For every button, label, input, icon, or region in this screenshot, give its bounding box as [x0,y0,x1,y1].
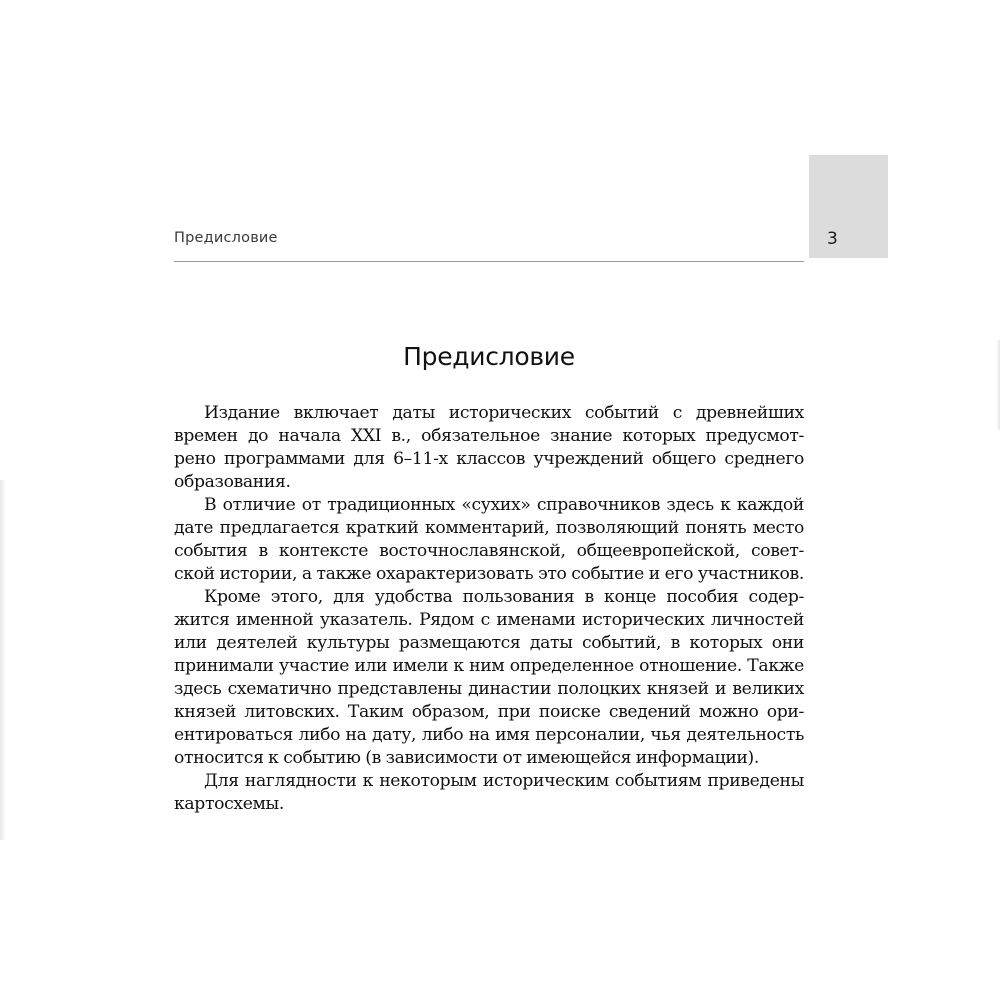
text-line: времен до начала XXI в., обязательное знание которых предусмот- [174,426,804,446]
chapter-title: Предисловие [403,342,575,371]
text-line: Издание включает даты исторических событий с древнейших [204,403,804,423]
text-line: или деятелей культуры размещаются даты событий, в которых они [174,633,804,653]
right-page-edge [996,340,1000,430]
body-text [174,402,804,816]
text-line: В отличие от традиционных «сухих» справочников здесь к каждой [204,495,804,515]
text-line: события в контексте восточнославянской, общеевропейской, совет- [174,541,804,561]
left-page-edge [0,480,6,840]
text-line: здесь схематично представлены династии полоцких князей и великих [174,679,804,699]
running-head: Предисловие [174,230,278,246]
text-line: ентироваться либо на дату, либо на имя персоналии, чья деятельность [174,725,804,745]
text-line: дате предлагается краткий комментарий, позволяющий понять место [174,518,804,538]
text-line: Кроме этого, для удобства пользования в конце пособия содер- [204,587,804,607]
text-line: ской истории, а также охарактеризовать это событие и его участников. [174,564,804,584]
page-number: 3 [827,229,838,249]
text-line: картосхемы. [174,794,285,814]
page-number-tab [809,155,888,258]
text-line: Для наглядности к некоторым историческим событиям приведены [204,771,804,791]
header-rule [174,261,804,262]
text-line: жится именной указатель. Рядом с именами исторических личностей [174,610,804,630]
text-line: относится к событию (в зависимости от имеющейся информации). [174,748,760,768]
text-line: рено программами для 6–11-х классов учреждений общего среднего [174,449,804,469]
text-line: князей литовских. Таким образом, при поиске сведений можно ори- [174,702,804,722]
text-line: принимали участие или имели к ним определенное отношение. Также [174,656,804,676]
text-line: образования. [174,472,291,492]
